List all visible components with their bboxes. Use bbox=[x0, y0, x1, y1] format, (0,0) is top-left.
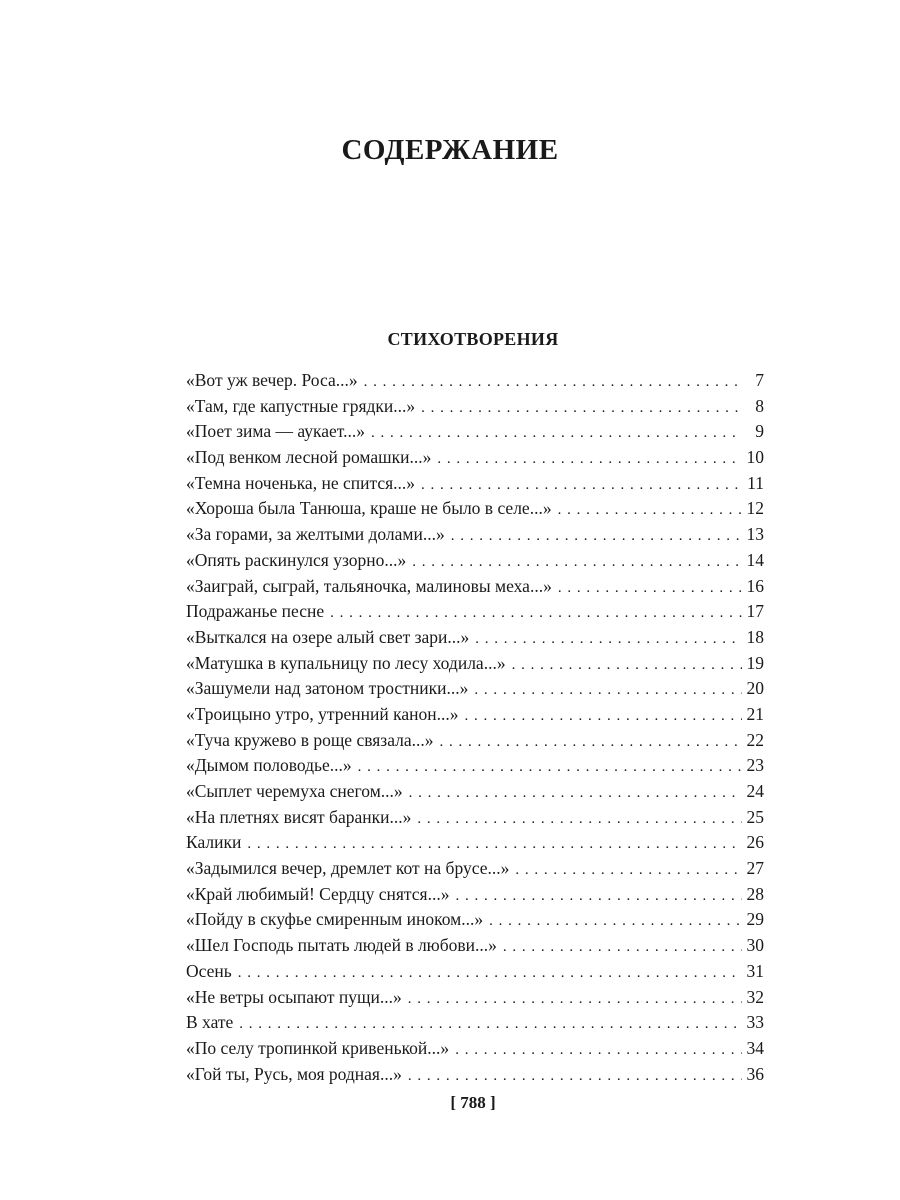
toc-entry-title: «На плетнях висят баранки...» bbox=[186, 806, 412, 827]
toc-entry-page: 22 bbox=[746, 729, 764, 750]
toc-entry bbox=[186, 445, 764, 471]
toc-leader-dots bbox=[408, 1062, 742, 1088]
toc-leader-dots bbox=[489, 907, 742, 933]
toc-entry-title: «Выткался на озере алый свет зари...» bbox=[186, 626, 470, 647]
toc-leader-dots bbox=[515, 856, 742, 882]
toc-leader-dots bbox=[455, 1036, 742, 1062]
toc-entry-title: «За горами, за желтыми долами...» bbox=[186, 524, 445, 545]
toc-entry-title: «Заиграй, сыграй, тальяночка, малиновы меха...» bbox=[186, 575, 552, 596]
section-title: СТИХОТВОРЕНИЯ bbox=[387, 329, 559, 349]
toc-entry-title: В хате bbox=[186, 1012, 234, 1033]
toc-entry bbox=[186, 728, 764, 754]
toc-entry-title: «Задымился вечер, дремлет кот на брусе...» bbox=[186, 858, 510, 879]
toc-entry bbox=[186, 599, 764, 625]
toc-leader-dots bbox=[440, 728, 742, 754]
toc-leader-dots bbox=[417, 805, 742, 831]
toc-entry bbox=[186, 882, 764, 908]
toc-entry-title: «Поет зима — аукает...» bbox=[186, 421, 365, 442]
toc-entry-title: «Гой ты, Русь, моя родная...» bbox=[186, 1063, 402, 1084]
toc-entry bbox=[186, 1010, 764, 1036]
toc-entry-page: 7 bbox=[755, 370, 764, 390]
toc-entry-page: 16 bbox=[746, 575, 764, 596]
toc-entry bbox=[186, 625, 764, 651]
toc-entry-title: «Туча кружево в роще связала...» bbox=[186, 729, 434, 750]
toc-leader-dots bbox=[412, 548, 742, 574]
toc-entry bbox=[186, 1062, 764, 1088]
toc-entry-page: 26 bbox=[746, 832, 764, 853]
toc-entry bbox=[186, 522, 764, 548]
toc-entry-title: Калики bbox=[186, 832, 242, 853]
toc-entry-page: 25 bbox=[746, 806, 764, 827]
toc-entry-page: 18 bbox=[746, 626, 764, 647]
toc-entry-page: 11 bbox=[747, 472, 764, 493]
toc-entry-page: 23 bbox=[746, 755, 764, 776]
toc-entry bbox=[186, 419, 764, 445]
toc-entry-page: 9 bbox=[755, 421, 764, 442]
toc-leader-dots bbox=[455, 882, 742, 908]
toc-entry bbox=[186, 805, 764, 831]
toc-entry-page: 33 bbox=[746, 1012, 764, 1033]
toc-entry bbox=[186, 574, 764, 600]
toc-leader-dots bbox=[421, 394, 742, 420]
toc-leader-dots bbox=[503, 933, 742, 959]
page-title: СОДЕРЖАНИЕ bbox=[341, 134, 559, 166]
toc-entry-title: «Хороша была Танюша, краше не было в селе...» bbox=[186, 498, 552, 519]
toc-entry bbox=[186, 933, 764, 959]
toc-leader-dots bbox=[474, 676, 742, 702]
toc-entry-page: 21 bbox=[746, 703, 764, 724]
toc-leader-dots bbox=[558, 574, 742, 600]
toc-leader-dots bbox=[464, 702, 742, 728]
toc-entry-title: «Темна ноченька, не спится...» bbox=[186, 472, 416, 493]
toc-entry bbox=[186, 548, 764, 574]
toc-entry-title: «Дымом половодье...» bbox=[186, 755, 352, 776]
page-number: [ 788 ] bbox=[450, 1093, 496, 1112]
toc-entry-title: «Не ветры осыпают пущи...» bbox=[186, 986, 402, 1007]
toc-entry-title: «Опять раскинулся узорно...» bbox=[186, 549, 407, 570]
toc-entry-title: «Край любимый! Сердцу снятся...» bbox=[186, 883, 450, 904]
toc-entry bbox=[186, 651, 764, 677]
toc-entry-page: 24 bbox=[746, 781, 764, 801]
toc-leader-dots bbox=[421, 471, 742, 497]
table-of-contents bbox=[186, 368, 764, 1087]
toc-entry-page: 19 bbox=[746, 652, 764, 673]
toc-entry-title: «Вот уж вечер. Роса...» bbox=[186, 370, 358, 390]
toc-entry-title: «Троицыно утро, утренний канон...» bbox=[186, 703, 459, 724]
toc-entry-title: «Матушка в купальницу по лесу ходила...» bbox=[186, 652, 506, 673]
toc-entry-title: Подражанье песне bbox=[186, 601, 325, 622]
toc-entry bbox=[186, 471, 764, 497]
toc-entry-page: 32 bbox=[746, 986, 764, 1007]
toc-leader-dots bbox=[408, 985, 742, 1011]
toc-leader-dots bbox=[371, 419, 742, 445]
toc-entry bbox=[186, 702, 764, 728]
toc-leader-dots bbox=[247, 830, 742, 856]
toc-entry bbox=[186, 779, 764, 805]
toc-entry-page: 20 bbox=[746, 678, 764, 699]
toc-entry-title: «Пойду в скуфье смиренным иноком...» bbox=[186, 909, 484, 930]
toc-leader-dots bbox=[451, 522, 742, 548]
toc-leader-dots bbox=[437, 445, 742, 471]
toc-entry-title: «Зашумели над затоном тростники...» bbox=[186, 678, 469, 699]
toc-leader-dots bbox=[238, 959, 742, 985]
toc-leader-dots bbox=[409, 779, 742, 805]
toc-leader-dots bbox=[364, 368, 742, 394]
toc-leader-dots bbox=[330, 599, 742, 625]
toc-leader-dots bbox=[512, 651, 742, 677]
toc-leader-dots bbox=[358, 753, 742, 779]
toc-entry-page: 8 bbox=[755, 395, 764, 416]
toc-leader-dots bbox=[558, 496, 742, 522]
toc-entry-page: 31 bbox=[746, 960, 764, 981]
toc-entry-page: 14 bbox=[746, 549, 764, 570]
toc-entry-page: 34 bbox=[746, 1037, 764, 1058]
toc-entry-title: Осень bbox=[186, 960, 232, 981]
toc-entry bbox=[186, 959, 764, 985]
toc-entry bbox=[186, 394, 764, 420]
toc-entry-page: 17 bbox=[746, 601, 764, 622]
toc-entry-page: 13 bbox=[746, 524, 764, 545]
toc-leader-dots bbox=[239, 1010, 742, 1036]
toc-entry bbox=[186, 753, 764, 779]
toc-entry-page: 30 bbox=[746, 935, 764, 956]
toc-entry-page: 28 bbox=[746, 883, 764, 904]
toc-entry-page: 10 bbox=[746, 447, 764, 468]
toc-leader-dots bbox=[475, 625, 742, 651]
toc-entry bbox=[186, 676, 764, 702]
toc-entry bbox=[186, 907, 764, 933]
toc-entry-title: «По селу тропинкой кривенькой...» bbox=[186, 1037, 450, 1058]
toc-entry bbox=[186, 368, 764, 394]
toc-entry-page: 27 bbox=[746, 858, 764, 879]
toc-entry-title: «Под венком лесной ромашки...» bbox=[186, 447, 432, 468]
toc-entry bbox=[186, 1036, 764, 1062]
toc-entry-page: 36 bbox=[746, 1063, 764, 1084]
toc-entry-page: 12 bbox=[746, 498, 764, 519]
toc-entry-title: «Шел Господь пытать людей в любови...» bbox=[186, 935, 497, 956]
toc-entry bbox=[186, 856, 764, 882]
toc-entry bbox=[186, 830, 764, 856]
toc-entry-title: «Там, где капустные грядки...» bbox=[186, 395, 416, 416]
toc-entry-title: «Сыплет черемуха снегом...» bbox=[186, 781, 403, 801]
toc-entry bbox=[186, 496, 764, 522]
toc-entry-page: 29 bbox=[746, 909, 764, 930]
toc-entry bbox=[186, 985, 764, 1011]
